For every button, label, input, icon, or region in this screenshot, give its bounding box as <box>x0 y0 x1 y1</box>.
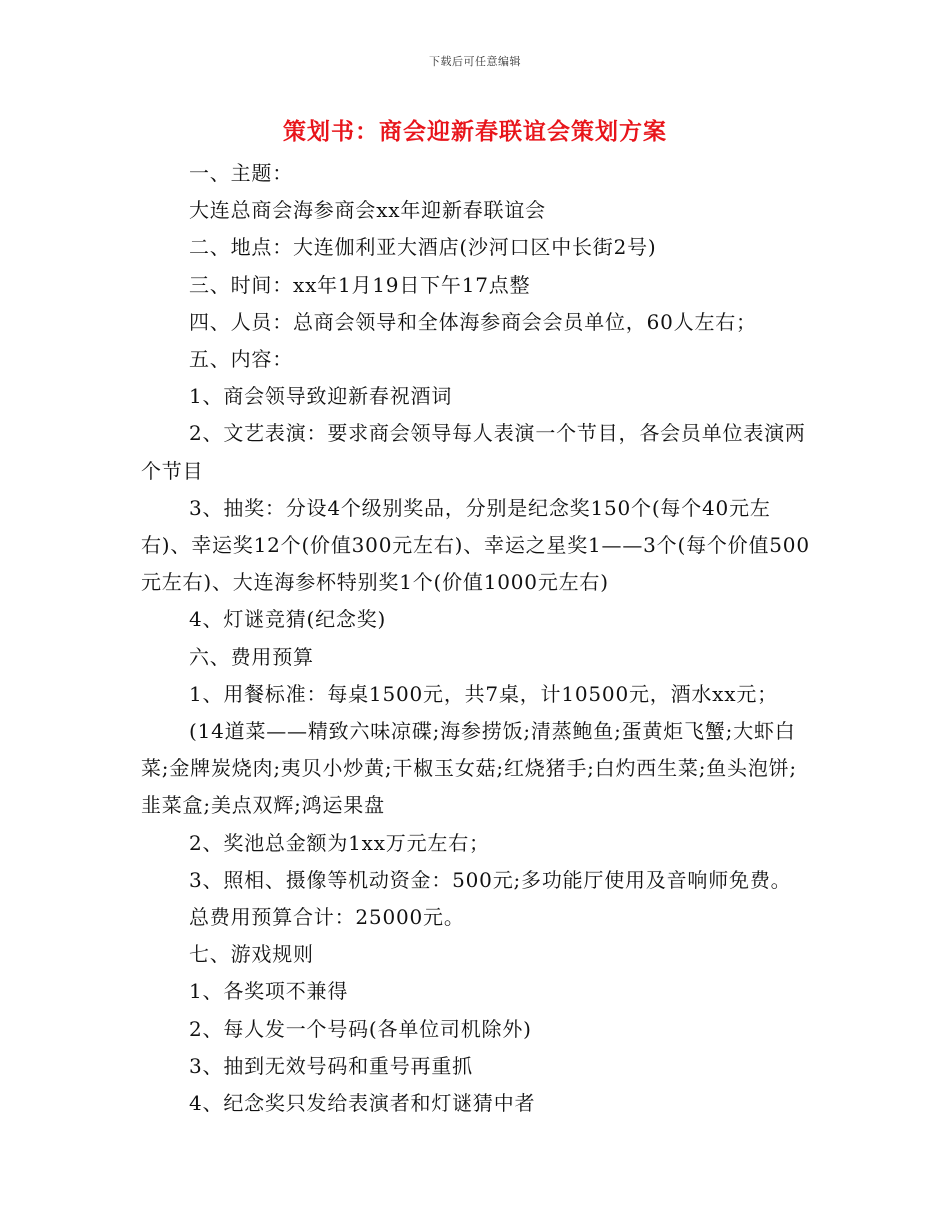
budget-item-3: 3、照相、摄像等机动资金：500元;多功能厅使用及音响师免费。 <box>189 867 792 892</box>
theme-text: 大连总商会海参商会xx年迎新春联谊会 <box>189 198 546 223</box>
rule-item-3: 3、抽到无效号码和重号再重抓 <box>189 1053 473 1078</box>
section-time: 三、时间：xx年1月19日下午17点整 <box>189 272 531 297</box>
document-body <box>141 155 813 1122</box>
budget-menu-detail: (14道菜——精致六味凉碟;海参捞饭;清蒸鲍鱼;蛋黄炬飞蟹;大虾白菜;金牌炭烧肉;夷贝小炒黄;干椒玉女菇;红烧猪手;白灼西生菜;鱼头泡饼;韭菜盒;美点双辉;鸿运果盘 <box>141 719 797 818</box>
content-item-4: 4、灯谜竞猜(纪念奖) <box>189 607 387 632</box>
section-heading-content: 五、内容： <box>189 347 293 372</box>
content-item-2: 2、文艺表演：要求商会领导每人表演一个节目，各会员单位表演两个节目 <box>141 421 806 483</box>
budget-total: 总费用预算合计：25000元。 <box>189 905 465 930</box>
section-heading-budget: 六、费用预算 <box>189 644 314 669</box>
section-attendees: 四、人员：总商会领导和全体海参商会会员单位，60人左右； <box>189 309 757 334</box>
section-heading-theme: 一、主题： <box>189 161 293 185</box>
budget-item-2: 2、奖池总金额为1xx万元左右； <box>189 830 490 855</box>
content-item-1: 1、商会领导致迎新春祝酒词 <box>189 384 453 409</box>
rule-item-1: 1、各奖项不兼得 <box>189 979 349 1004</box>
content-item-3: 3、抽奖：分设4个级别奖品，分别是纪念奖150个(每个40元左右)、幸运奖12个(价值300元左右)、幸运之星奖1——3个(每个价值500元左右)、大连海参杯特别奖1个(价值1000元左右) <box>141 495 810 595</box>
section-location: 二、地点：大连伽利亚大酒店(沙河口区中长街2号) <box>189 235 657 260</box>
budget-item-1: 1、用餐标准：每桌1500元，共7桌，计10500元，酒水xx元； <box>189 681 778 706</box>
section-heading-rules: 七、游戏规则 <box>189 942 314 967</box>
document-title: 策划书：商会迎新春联谊会策划方案 <box>283 118 667 145</box>
header-note: 下载后可任意编辑 <box>429 55 521 68</box>
rule-item-4: 4、纪念奖只发给表演者和灯谜猜中者 <box>189 1091 536 1116</box>
rule-item-2: 2、每人发一个号码(各单位司机除外) <box>189 1016 532 1041</box>
